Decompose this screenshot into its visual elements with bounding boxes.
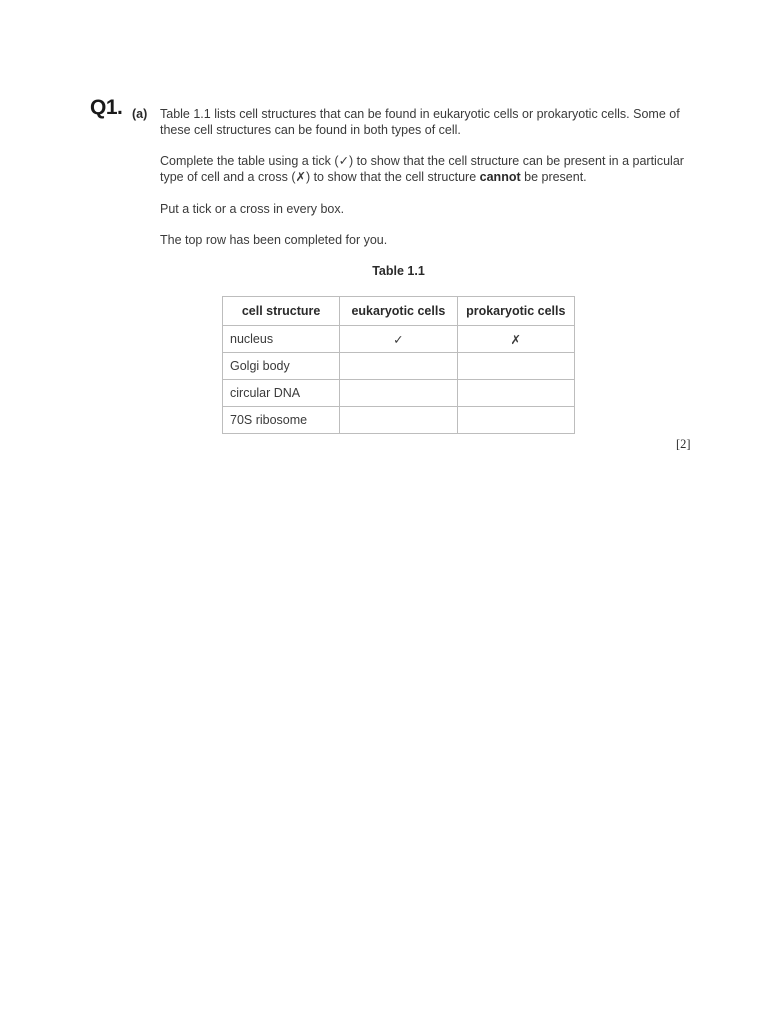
prokaryotic-answer-cell[interactable] — [457, 353, 574, 380]
cell-structure-table — [222, 296, 575, 434]
marks-label: [2] — [676, 437, 691, 451]
intro-text: Table 1.1 lists cell structures that can be found in eukaryotic cells or prokaryotic cells. Some of these cell structures can be found in both types of cell. — [160, 107, 680, 137]
instruction-text-bold: cannot — [479, 170, 521, 184]
part-label: (a) — [132, 107, 148, 121]
top-row-note: The top row has been completed for you. — [160, 233, 388, 247]
structure-cell: nucleus — [223, 326, 340, 353]
table-header-row — [223, 297, 575, 326]
question-number: Q1. — [90, 96, 123, 119]
header-cell-structure: cell structure — [223, 297, 340, 326]
prokaryotic-answer-cell: ✗ — [457, 326, 574, 353]
table-row — [223, 326, 575, 353]
instruction-paragraph — [160, 153, 700, 185]
table-row — [223, 353, 575, 380]
table-row — [223, 380, 575, 407]
instruction-text-a: Complete the table using a tick (✓) to show that the cell structure can be present in a particular type of cell and a cross (✗) to show that the cell structure — [160, 154, 684, 184]
prokaryotic-answer-cell[interactable] — [457, 407, 574, 434]
eukaryotic-answer-cell[interactable] — [340, 407, 457, 434]
eukaryotic-answer-cell[interactable] — [340, 353, 457, 380]
intro-paragraph — [160, 106, 700, 138]
table-row — [223, 407, 575, 434]
header-prokaryotic: prokaryotic cells — [457, 297, 574, 326]
header-eukaryotic: eukaryotic cells — [340, 297, 457, 326]
tick-instruction: Put a tick or a cross in every box. — [160, 202, 345, 216]
structure-cell: circular DNA — [223, 380, 340, 407]
instruction-text-b: be present. — [520, 170, 587, 184]
table-caption: Table 1.1 — [372, 264, 425, 278]
structure-cell: 70S ribosome — [223, 407, 340, 434]
prokaryotic-answer-cell[interactable] — [457, 380, 574, 407]
eukaryotic-answer-cell[interactable] — [340, 380, 457, 407]
structure-cell: Golgi body — [223, 353, 340, 380]
eukaryotic-answer-cell: ✓ — [340, 326, 457, 353]
